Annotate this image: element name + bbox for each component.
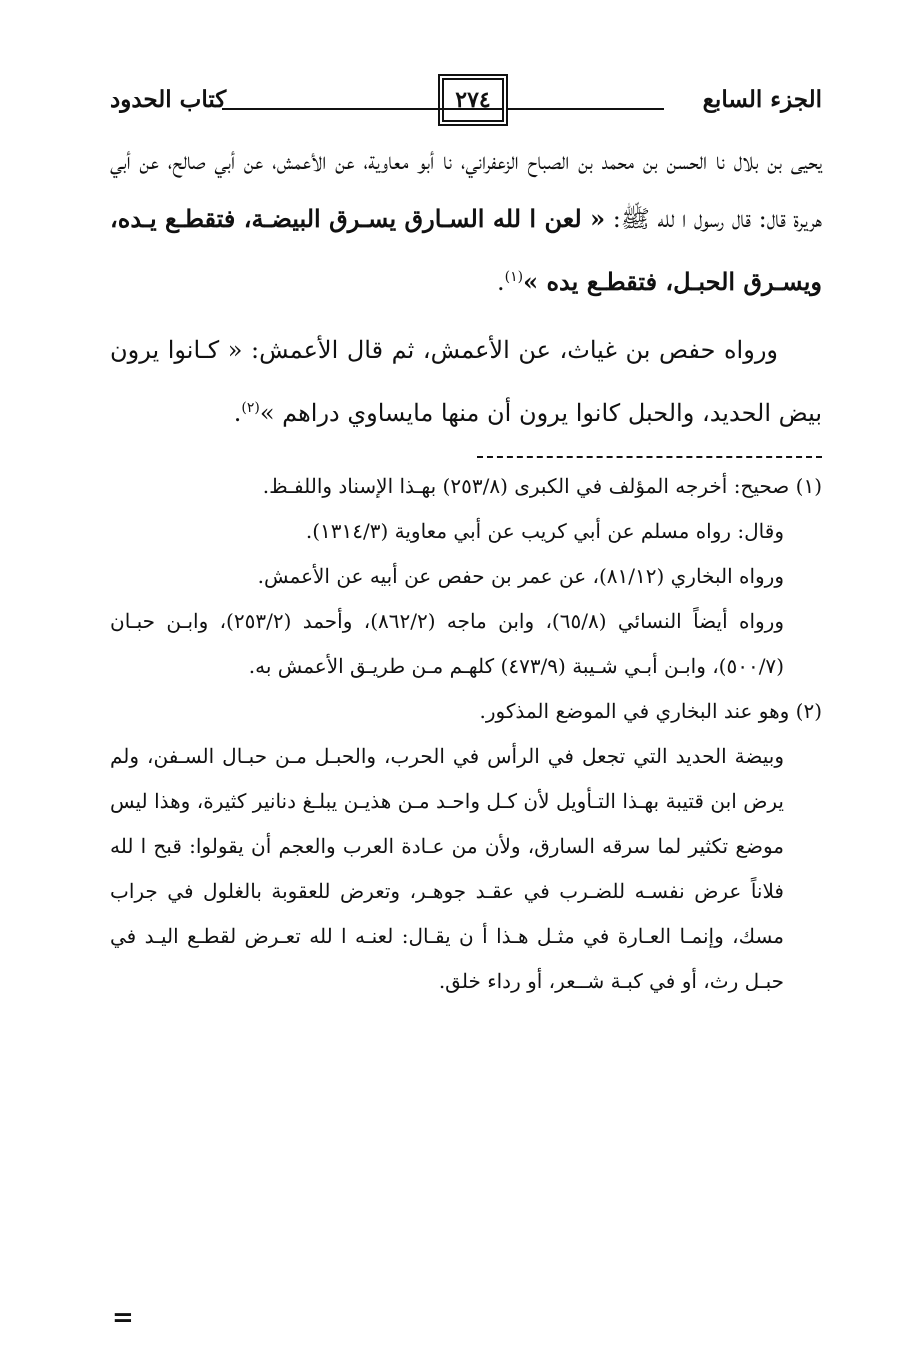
footnote-1-line: ورواه البخاري (٨١/١٢)، عن عمر بن حفص عن أبيه عن الأعمش. <box>257 564 784 588</box>
main-paragraph-1: يحيى بن بلال نا الحسن بن محمد بن الصباح الزعفراني، نا أبو معاوية، عن الأعمش، عن أبي صالح، عن أبي هريرة قال: قال رسول ا لله ﷺ: « لعن ا لله السـارق يسـرق البيضـة، فتقطـع يـده، ويسـرق الحبـل، فتقطـع يده »$^{(١)}$. <box>110 147 823 296</box>
footnote-ref-1: (١) <box>504 269 524 285</box>
book-title: كتاب الحدود <box>110 86 227 113</box>
main-paragraph-2: ورواه حفص بن غياث، عن الأعمش، ثم قال الأعمش: « كـانوا يرون بيض الحديد، والحبل كانوا يرون أن منها مايساوي دراهم »$^{(٢)}$. <box>110 336 822 427</box>
footnotes <box>110 464 822 1004</box>
footnote-1-line: ورواه أيضاً النسائي (٦٥/٨)، وابن ماجه (٨٦٢/٢)، وأحمد (٢٥٣/٢)، وابـن حبـان (٥٠٠/٧)، وابـن أبـي شـيبة (٤٧٣/٩) كلهـم مـن طريـق الأعمش به. <box>110 609 784 678</box>
header-rule-left <box>222 108 442 110</box>
text-line: يحيى بن بلال نا الحسن بن محمد بن الصباح الزعفراني، نا أبو معاوية، <box>363 147 823 175</box>
footnote-2-head: (٢) وهو عند البخاري في الموضع المذكور. <box>479 699 822 723</box>
footnote-ref-2: (٢) <box>241 400 260 416</box>
page <box>110 70 822 1004</box>
text-line: ورواه حفص بن غياث، عن الأعمش، ثم قال الأعمش: « كـانوا يرون بيض الحديد، والحبل كانوا يرون أن منها مايساوي دراهم » <box>110 336 822 427</box>
footnote-1-head: (١) صحيح: أخرجه المؤلف في الكبرى (٢٥٣/٨) بهـذا الإسناد واللفـظ. <box>262 474 822 498</box>
volume-label: الجزء السابع <box>702 86 822 113</box>
continuation-mark: = <box>112 1303 134 1333</box>
footnote-separator <box>477 456 822 458</box>
hadith-text: « لعن ا لله السـارق يسـرق البيضـة، فتقطـع يـده، ويسـرق الحبـل، فتقطـع يده » <box>110 204 822 296</box>
main-text <box>110 132 822 442</box>
running-header <box>110 70 822 130</box>
footnote-2-body: وبيضة الحديد التي تجعل في الرأس في الحرب، والحبـل مـن حبـال السـفن، ولم يرض ابن قتيبة بهـذا التـأويل لأن كـل واحـد مـن هذيـن يبلـغ دنانير كثيرة، وهذا ليس موضع تكثير لما سرقه السارق، ولأن من عـادة العرب والعجم أن يقولوا: قبح ا لله فلاناً عرض نفسـه للضـرب في عقـد جوهـر، وتعرض للعقوبة بالغلول في جراب مسك، وإنمـا العـارة في مثـل هـذا أ ن يقـال: لعنـه ا لله تعـرض لقطـع اليـد في حبـل رث، أو في كبـة شــعر، أو رداء خلق. <box>110 744 784 993</box>
text-line: عن الأعمش، عن أبي صالح، عن أبي هريرة قال: قال رسول ا لله ﷺ: <box>110 147 822 233</box>
page-number: ٢٧٤ <box>442 78 504 122</box>
footnote-1-line: وقال: رواه مسلم عن أبي كريب عن أبي معاوية (١٣١٤/٣). <box>305 519 784 543</box>
